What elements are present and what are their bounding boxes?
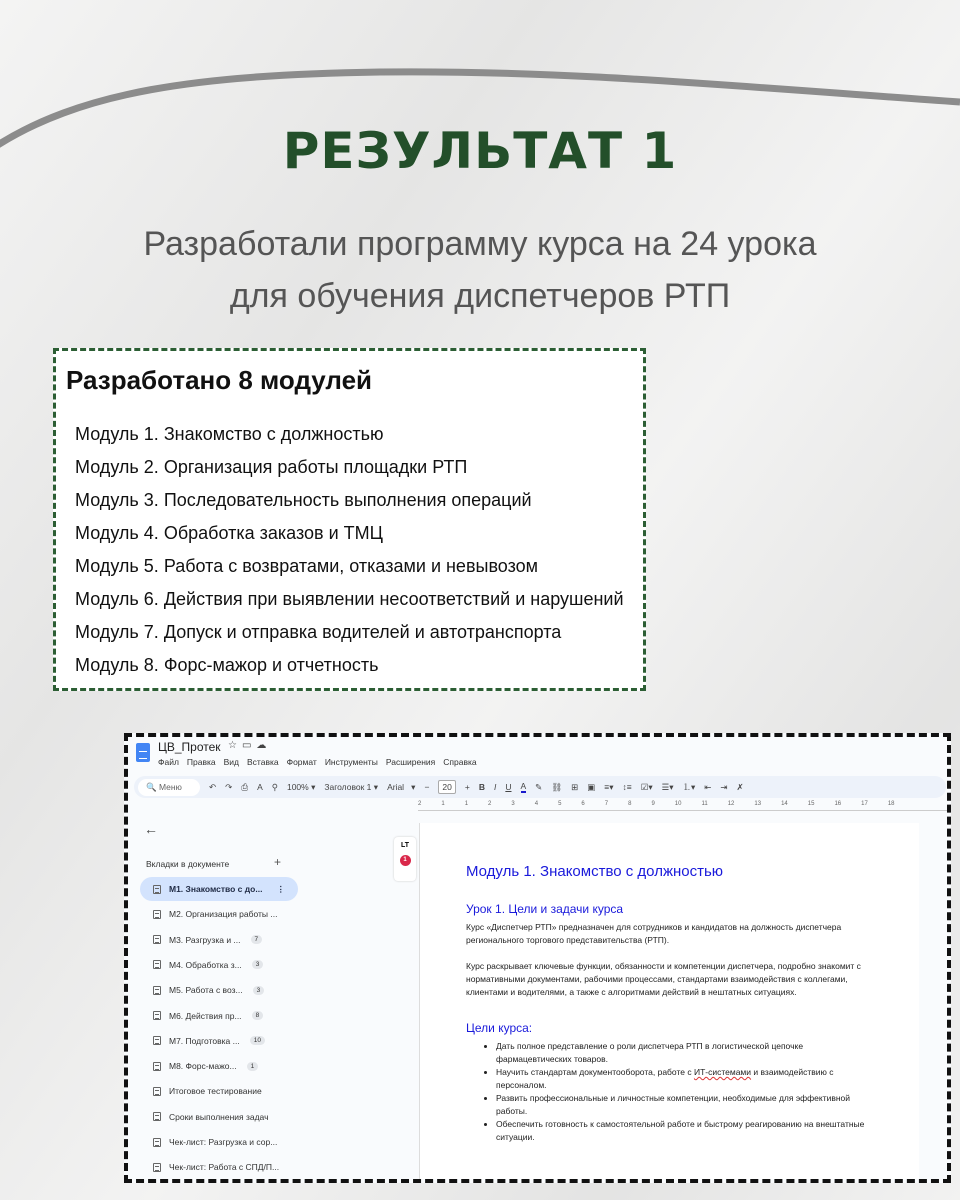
font-select[interactable]: Arial ▾ <box>387 781 416 792</box>
menu-item[interactable]: Вид <box>223 757 240 767</box>
document-tab-icon <box>153 910 161 919</box>
module-item: Модуль 5. Работа с возвратами, отказами и невывозом <box>75 556 539 576</box>
sidebar-tab[interactable] <box>140 902 298 926</box>
undo-icon[interactable]: ↶ <box>209 781 217 792</box>
list-item: • Обеспечить готовность к самостоятельной работе и быстрому реагированию на внештатные ситуации. <box>496 1118 873 1144</box>
menu-bar <box>158 757 477 767</box>
star-icon[interactable]: ☆ <box>228 740 242 751</box>
add-tab-icon[interactable]: + <box>274 855 282 869</box>
image-icon[interactable]: ▣ <box>587 781 596 792</box>
document-tab-icon <box>153 1112 161 1121</box>
ruler-tick-label: 16 <box>834 801 842 807</box>
tab-label: Чек-лист: Разгрузка и сор... <box>169 1137 278 1147</box>
tab-label: Сроки выполнения задач <box>169 1111 269 1122</box>
subtitle <box>0 218 960 322</box>
module-item: Модуль 3. Последовательность выполнения операций <box>75 490 532 510</box>
decrease-size-icon[interactable]: − <box>424 782 430 792</box>
ruler-tick-label: 12 <box>727 801 735 807</box>
document-tab-icon <box>153 1138 161 1147</box>
menu-search[interactable]: 🔍 Меню <box>138 779 200 796</box>
sidebar-tab[interactable] <box>140 1079 298 1103</box>
ruler-tick-label: 11 <box>701 801 708 807</box>
link-icon[interactable]: ⛓ <box>551 781 563 792</box>
style-value: Заголовок 1 <box>324 781 372 792</box>
tab-label: Итоговое тестирование <box>169 1086 262 1097</box>
ruler-tick-label: 2 <box>488 801 492 807</box>
ruler-tick-label: 3 <box>511 801 515 807</box>
sidebar-tab[interactable] <box>140 1004 298 1028</box>
tab-count-badge: 3 <box>253 986 265 995</box>
ruler-tick-label: 9 <box>651 801 655 807</box>
lt-logo: LT <box>400 842 410 849</box>
comment-icon[interactable]: ⊞ <box>571 781 579 792</box>
tab-count-badge: 7 <box>251 935 263 944</box>
modules-heading: Разработано 8 модулей <box>66 365 373 395</box>
menu-item[interactable]: Правка <box>186 757 216 767</box>
languagetool-widget[interactable] <box>394 837 416 881</box>
more-options-icon[interactable]: ⋮ <box>276 883 285 894</box>
docs-logo-icon <box>136 743 150 762</box>
tab-label: Чек-лист: Работа с СПД/П... <box>169 1162 280 1173</box>
sidebar-tab[interactable] <box>140 1155 298 1179</box>
font-size-input[interactable]: 20 <box>438 780 455 794</box>
ruler-tick-label: 1 <box>441 801 445 807</box>
tab-count-badge: 10 <box>250 1036 265 1045</box>
toolbar <box>134 776 946 798</box>
list-item <box>496 1066 873 1092</box>
paragraph: Курс «Диспетчер РТП» предназначен для сотрудников и кандидатов на должность диспетчера регионального торгового представительства (РТП). <box>466 922 842 945</box>
list-item: • Дать полное представление о роли диспетчера РТП в логистической цепочке фармацевтических товаров. <box>496 1040 873 1066</box>
ruler-tick-label: 2 <box>418 801 422 807</box>
google-docs-screenshot <box>124 733 951 1183</box>
tab-label: M5. Работа с воз... <box>169 985 243 996</box>
font-value: Arial <box>387 781 405 792</box>
document-tab-icon <box>153 1062 161 1071</box>
sidebar-tab[interactable] <box>140 877 298 901</box>
cloud-icon[interactable]: ☁ <box>256 740 272 751</box>
misspelled-word[interactable]: ИТ-системами <box>693 1067 752 1077</box>
increase-size-icon[interactable]: + <box>464 782 470 792</box>
lt-badge: 1 <box>400 855 411 866</box>
document-tab-icon <box>153 1087 161 1096</box>
increase-indent-icon[interactable]: ⇥ <box>720 781 728 792</box>
tab-label: M1. Знакомство с до... <box>169 884 263 894</box>
title-icons <box>228 740 271 751</box>
print-icon[interactable]: ⎙ <box>241 781 249 792</box>
document-tab-icon <box>153 986 161 995</box>
folder-icon[interactable]: ▭ <box>241 740 257 751</box>
ruler-tick-label: 5 <box>558 801 562 807</box>
menu-item[interactable]: Формат <box>286 757 317 767</box>
module-item: Модуль 8. Форс-мажор и отчетность <box>75 655 379 675</box>
goals-list <box>466 1040 873 1144</box>
module-item: Модуль 2. Организация работы площадки РТП <box>75 457 468 477</box>
zoom-select[interactable]: 100% ▾ <box>286 781 316 792</box>
sidebar-tab[interactable] <box>140 1105 298 1129</box>
bullet-list-icon[interactable]: ☰▾ <box>661 781 674 792</box>
align-icon[interactable]: ≡▾ <box>604 781 614 792</box>
document-tab-icon <box>153 960 161 969</box>
menu-item[interactable]: Файл <box>158 757 179 767</box>
document-tab-icon <box>153 1163 161 1172</box>
zoom-value: 100% <box>286 781 309 792</box>
tab-label: M3. Разгрузка и ... <box>169 934 241 945</box>
italic-icon[interactable]: I <box>493 782 497 792</box>
checklist-icon[interactable]: ☑▾ <box>640 781 653 792</box>
document-tab-icon <box>153 935 161 944</box>
sidebar-tab[interactable] <box>140 928 298 952</box>
style-select[interactable]: Заголовок 1 ▾ <box>324 781 379 792</box>
ruler-tick-label: 10 <box>674 801 682 807</box>
document-tab-icon <box>153 1011 161 1020</box>
text: и взаимодействию с персоналом. <box>496 1067 834 1090</box>
module-item: Модуль 7. Допуск и отправка водителей и автотранспорта <box>75 622 562 642</box>
tab-count-badge: 3 <box>252 960 264 969</box>
ruler-tick-label: 14 <box>781 801 788 807</box>
clear-format-icon[interactable]: ✗ <box>736 781 744 792</box>
search-label: Меню <box>158 781 182 792</box>
ruler-tick-label: 8 <box>628 801 632 807</box>
document-tab-icon <box>153 1036 161 1045</box>
redo-icon[interactable]: ↷ <box>225 781 233 792</box>
text: Научить стандартам документооборота, работе с <box>496 1067 694 1077</box>
module-item: Модуль 1. Знакомство с должностью <box>75 424 384 444</box>
ruler-tick-label: 15 <box>807 801 815 807</box>
ruler[interactable] <box>418 801 948 811</box>
sidebar-tab[interactable] <box>140 1029 298 1053</box>
paint-format-icon[interactable]: ⚲ <box>271 781 278 792</box>
tab-label: M7. Подготовка ... <box>169 1035 240 1046</box>
spellcheck-icon[interactable]: A <box>257 782 263 792</box>
heading-1: Модуль 1. Знакомство с должностью <box>466 863 724 880</box>
page-title: РЕЗУЛЬТАТ 1 <box>282 122 678 180</box>
ruler-tick-label: 7 <box>604 801 609 807</box>
highlight-icon[interactable]: ✎ <box>535 781 543 792</box>
heading-3: Цели курса: <box>466 1021 533 1035</box>
ruler-tick-label: 17 <box>861 801 868 807</box>
menu-item[interactable]: Расширения <box>385 757 436 767</box>
document-title[interactable]: ЦВ_Протек <box>158 740 221 754</box>
ruler-tick-label: 1 <box>464 801 469 807</box>
sidebar-tab[interactable] <box>140 978 298 1002</box>
document-tab-icon <box>153 885 161 894</box>
sidebar-tab[interactable] <box>140 1054 298 1078</box>
modules-box <box>53 348 646 691</box>
tab-label: M8. Форс-мажо... <box>169 1061 237 1072</box>
docs-header <box>128 737 947 813</box>
text-color-icon[interactable]: A <box>520 781 527 791</box>
list-item: • Развить профессиональные и личностные компетенции, необходимые для эффективной работы. <box>496 1092 873 1118</box>
ruler-tick-label: 13 <box>754 801 762 807</box>
ruler-tick-label: 4 <box>534 801 539 807</box>
tab-count-badge: 1 <box>247 1062 259 1071</box>
numbered-list-icon[interactable]: ⒈▾ <box>682 782 696 792</box>
bold-icon[interactable]: B <box>478 782 485 792</box>
menu-item[interactable]: Инструменты <box>324 757 378 767</box>
tab-label: M4. Обработка з... <box>169 959 242 970</box>
tab-label: M6. Действия пр... <box>169 1010 242 1021</box>
module-item: Модуль 6. Действия при выявлении несоответствий и нарушений <box>75 589 624 609</box>
decrease-indent-icon[interactable]: ⇤ <box>704 781 712 792</box>
subtitle-line: для обучения диспетчеров РТП <box>229 277 731 315</box>
subtitle-line: Разработали программу курса на 24 урока <box>143 225 817 263</box>
tab-label: M2. Организация работы ... <box>169 909 278 920</box>
ruler-tick-label: 6 <box>581 801 585 807</box>
document-page[interactable] <box>419 823 919 1183</box>
tabs-heading: Вкладки в документе <box>146 859 230 869</box>
ruler-tick-label: 18 <box>887 801 895 807</box>
module-item: Модуль 4. Обработка заказов и ТМЦ <box>75 523 383 543</box>
menu-item[interactable]: Вставка <box>247 757 279 767</box>
tab-count-badge: 8 <box>252 1011 264 1020</box>
sidebar-tab[interactable] <box>140 1130 298 1154</box>
tabs-sidebar <box>128 815 418 1183</box>
menu-item[interactable]: Справка <box>443 757 477 767</box>
line-spacing-icon[interactable]: ↕≡ <box>622 782 632 792</box>
heading-2: Урок 1. Цели и задачи курса <box>466 902 624 916</box>
underline-icon[interactable]: U <box>505 782 512 792</box>
sidebar-tab[interactable] <box>140 953 298 977</box>
paragraph: Курс раскрывает ключевые функции, обязанности и компетенции диспетчера, подробно знакомит с нормативными документами, рабочими процессами, стандартами взаимодействия с коллегами, клиентами и водителями, а также с алгоритмами действий в нештатных ситуациях. <box>466 961 861 997</box>
back-arrow-icon[interactable]: ← <box>144 821 158 837</box>
